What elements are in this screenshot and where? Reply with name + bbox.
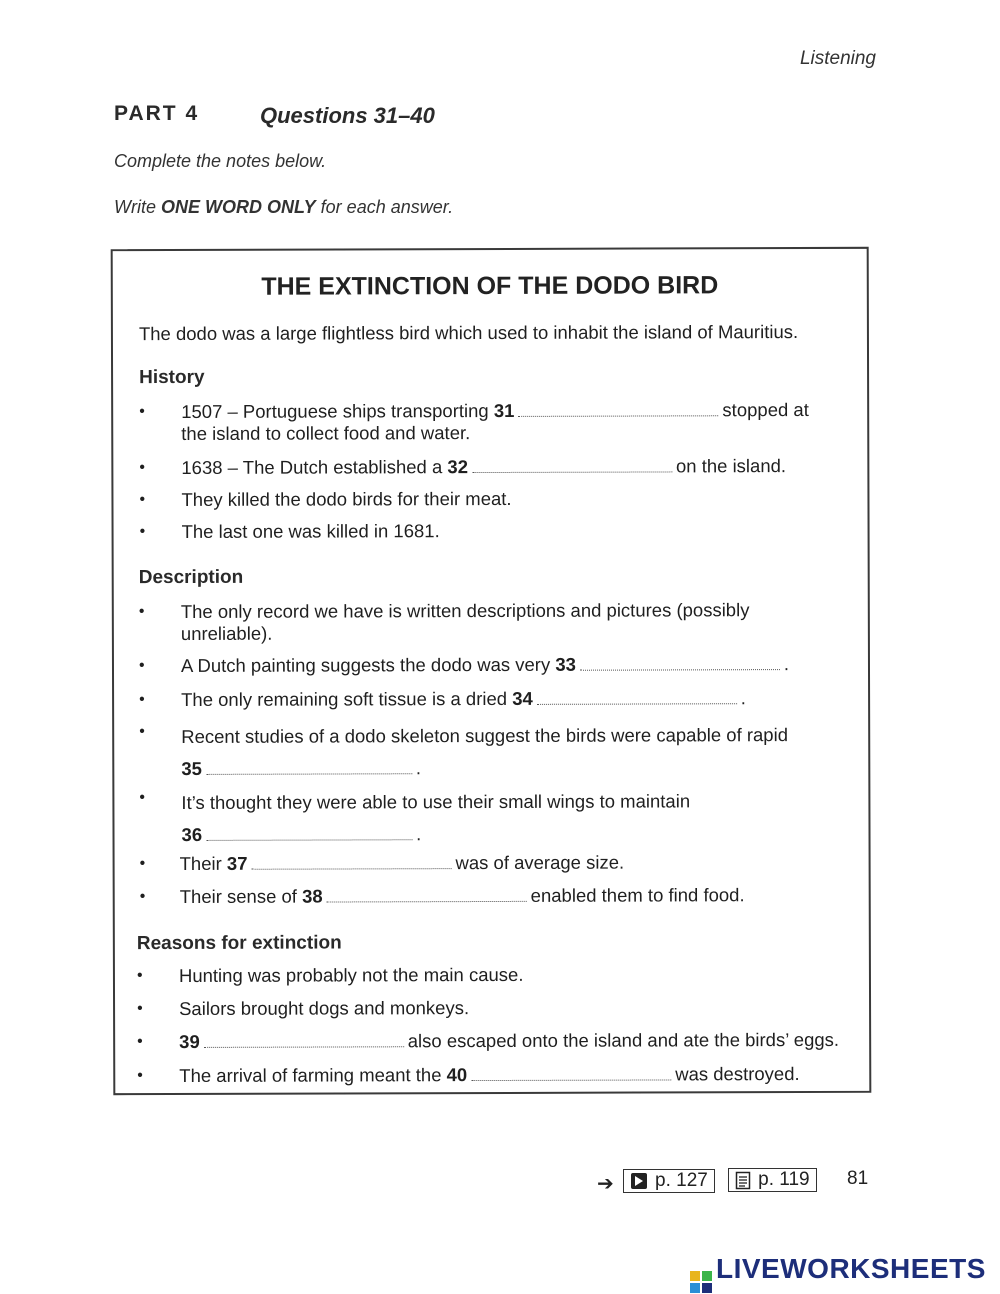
bullet: • [139, 691, 145, 709]
history-item-32: 1638 – The Dutch established a 32 on the island. [181, 455, 787, 478]
logo-text: LIVEWORKSHEETS [716, 1253, 986, 1284]
bullet: • [139, 491, 146, 509]
arrow-right-icon: ➔ [597, 1172, 614, 1195]
part-label: PART 4 [114, 102, 200, 125]
ref-page-2: p. 119 [758, 1169, 810, 1190]
answer-blank-34[interactable] [537, 699, 737, 705]
reasons-heading: Reasons for extinction [136, 932, 342, 955]
answer-blank-31[interactable] [518, 411, 718, 417]
ref-box-1[interactable] [623, 1169, 715, 1193]
audio-track-icon [630, 1172, 648, 1190]
answer-blank-39[interactable] [204, 1042, 404, 1048]
bullet: • [139, 459, 145, 477]
liveworksheets-logo [690, 1253, 986, 1293]
history-item-last: The last one was killed in 1681. [181, 520, 440, 542]
description-item-33: A Dutch painting suggests the dodo was very 33 . [180, 653, 790, 676]
notes-intro: The dodo was a large flightless bird which used to inhabit the island of Mauritius. [138, 321, 799, 345]
history-item-31: 1507 – Portuguese ships transporting 31 stopped at the island to collect food and water. [181, 399, 809, 444]
reasons-item-39: 39 also escaped onto the island and ate the birds’ eggs. [179, 1028, 840, 1052]
notes-box [111, 247, 872, 1095]
history-item-meat: They killed the dodo birds for their meat. [181, 487, 512, 510]
bullet: • [138, 657, 145, 675]
answer-blank-32[interactable] [472, 467, 672, 473]
description-item-35: Recent studies of a dodo skeleton suggest the birds were capable of rapid 35 . [181, 724, 789, 779]
bullet: • [139, 888, 146, 906]
answer-blank-35[interactable] [206, 769, 412, 775]
bullet: • [139, 403, 145, 421]
reasons-item-hunting: Hunting was probably not the main cause. [178, 963, 524, 986]
document-icon [735, 1171, 751, 1190]
history-heading: History [139, 366, 205, 389]
reasons-item-sailors: Sailors brought dogs and monkeys. [179, 997, 470, 1019]
answer-blank-36[interactable] [206, 835, 412, 841]
bullet: • [139, 523, 146, 541]
answer-blank-37[interactable] [251, 864, 451, 870]
description-item-37: Their 37 was of average size. [179, 851, 625, 874]
bullet: • [137, 1067, 143, 1085]
answer-blank-33[interactable] [580, 665, 780, 671]
description-heading: Description [138, 566, 244, 589]
description-item-38: Their sense of 38 enabled them to find food. [179, 884, 745, 907]
ref-box-2[interactable] [728, 1168, 816, 1192]
description-item-34: The only remaining soft tissue is a dried 34 . [181, 687, 746, 710]
reasons-item-40: The arrival of farming meant the 40 was destroyed. [179, 1063, 800, 1086]
logo-grid-icon [690, 1271, 712, 1293]
answer-blank-40[interactable] [471, 1075, 671, 1081]
bullet: • [139, 855, 146, 873]
ref-page-1: p. 127 [655, 1169, 708, 1191]
page-number: 81 [847, 1168, 869, 1189]
bullet: • [136, 967, 143, 985]
notes-title: THE EXTINCTION OF THE DODO BIRD [261, 271, 719, 301]
bullet: • [138, 603, 145, 621]
instruction-complete: Complete the notes below. [114, 151, 327, 171]
footer-refs [597, 1168, 817, 1196]
bullet: • [137, 1033, 143, 1051]
questions-range: Questions 31–40 [260, 103, 435, 128]
answer-blank-38[interactable] [327, 897, 527, 903]
bullet: • [139, 789, 146, 807]
bullet: • [139, 723, 145, 741]
description-item-record: The only record we have is written descriptions and pictures (possibly unreliable). [180, 599, 750, 644]
bullet: • [137, 1000, 143, 1018]
instruction-word-limit: Write ONE WORD ONLY for each answer. [114, 197, 454, 217]
description-item-36: It’s thought they were able to use their small wings to maintain 36 . [181, 790, 691, 845]
section-label: Listening [799, 48, 876, 69]
